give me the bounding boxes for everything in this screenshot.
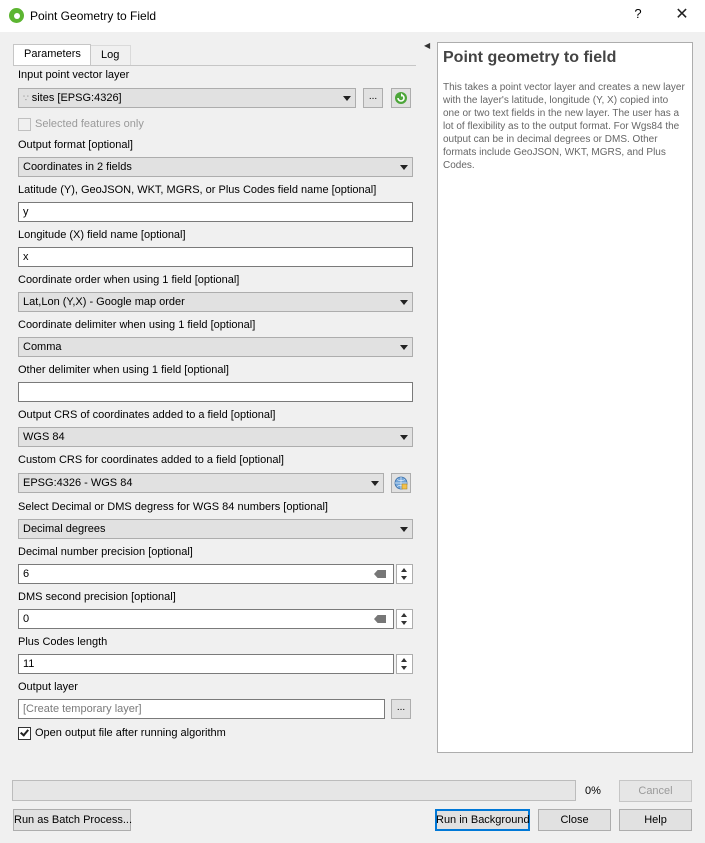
coordinate-order-label: Coordinate order when using 1 field [optional] bbox=[18, 274, 240, 286]
output-format-label: Output format [optional] bbox=[18, 139, 133, 151]
tab-log[interactable]: Log bbox=[91, 45, 131, 66]
input-layer-label: Input point vector layer bbox=[18, 69, 130, 81]
custom-crs-value: EPSG:4326 - WGS 84 bbox=[23, 477, 133, 489]
close-window-button[interactable]: ✕ bbox=[675, 6, 689, 23]
output-crs-select[interactable] bbox=[18, 427, 413, 447]
open-output-label: Open output file after running algorithm bbox=[35, 727, 226, 739]
output-format-value: Coordinates in 2 fields bbox=[23, 161, 132, 173]
plus-codes-length-input[interactable]: 11 bbox=[18, 654, 394, 674]
tab-parameters[interactable]: Parameters bbox=[13, 44, 91, 66]
decimal-precision-input[interactable]: 6 bbox=[18, 564, 394, 584]
input-layer-browse-button[interactable]: ... bbox=[363, 88, 383, 108]
coordinate-delimiter-select[interactable] bbox=[18, 337, 413, 357]
longitude-field-label: Longitude (X) field name [optional] bbox=[18, 229, 186, 241]
other-delimiter-label: Other delimiter when using 1 field [optional] bbox=[18, 364, 229, 376]
latitude-field-input[interactable]: y bbox=[18, 202, 413, 222]
dms-precision-label: DMS second precision [optional] bbox=[18, 591, 176, 603]
decimal-precision-label: Decimal number precision [optional] bbox=[18, 546, 193, 558]
output-layer-placeholder: [Create temporary layer] bbox=[23, 703, 142, 715]
cancel-button[interactable]: Cancel bbox=[619, 780, 692, 802]
decimal-precision-spinner[interactable] bbox=[396, 564, 413, 584]
collapse-left-icon[interactable]: ◀ bbox=[424, 41, 431, 50]
input-layer-value: sites [EPSG:4326] bbox=[31, 92, 122, 104]
output-crs-value: WGS 84 bbox=[23, 431, 65, 443]
run-in-background-button[interactable]: Run in Background bbox=[435, 809, 530, 831]
output-layer-input[interactable] bbox=[18, 699, 385, 719]
latitude-field-label: Latitude (Y), GeoJSON, WKT, MGRS, or Plus Codes field name [optional] bbox=[18, 184, 377, 196]
output-layer-browse-button[interactable]: ... bbox=[391, 699, 411, 719]
spin-down-icon[interactable] bbox=[401, 666, 407, 670]
output-layer-label: Output layer bbox=[18, 681, 78, 693]
output-crs-label: Output CRS of coordinates added to a field [optional] bbox=[18, 409, 276, 421]
output-format-select[interactable] bbox=[18, 157, 413, 177]
batch-process-button[interactable]: Run as Batch Process... bbox=[13, 809, 131, 831]
spin-up-icon[interactable] bbox=[401, 658, 407, 662]
iterate-button[interactable] bbox=[391, 88, 411, 108]
dms-mode-value: Decimal degrees bbox=[23, 523, 106, 535]
help-panel bbox=[437, 42, 693, 753]
dms-precision-input[interactable]: 0 bbox=[18, 609, 394, 629]
select-crs-button[interactable] bbox=[391, 473, 411, 493]
window-title: Point Geometry to Field bbox=[30, 9, 157, 23]
globe-icon bbox=[394, 476, 408, 490]
checkmark-icon bbox=[20, 727, 29, 736]
help-title: Point geometry to field bbox=[443, 49, 617, 66]
progress-percent: 0% bbox=[585, 785, 601, 797]
progress-bar bbox=[12, 780, 576, 801]
custom-crs-label: Custom CRS for coordinates added to a field [optional] bbox=[18, 454, 284, 466]
open-output-checkbox[interactable] bbox=[18, 727, 31, 740]
dms-mode-label: Select Decimal or DMS degress for WGS 84 numbers [optional] bbox=[18, 501, 328, 513]
chevron-down-icon bbox=[400, 435, 408, 440]
chevron-down-icon bbox=[400, 300, 408, 305]
spin-up-icon[interactable] bbox=[401, 568, 407, 572]
spin-down-icon[interactable] bbox=[401, 621, 407, 625]
plus-codes-length-label: Plus Codes length bbox=[18, 636, 108, 648]
spin-down-icon[interactable] bbox=[401, 576, 407, 580]
selected-features-checkbox[interactable] bbox=[18, 118, 31, 131]
point-layer-icon: ∵ bbox=[23, 93, 28, 103]
qgis-logo-icon bbox=[9, 8, 24, 23]
input-layer-select[interactable] bbox=[18, 88, 356, 108]
title-bar bbox=[0, 0, 705, 32]
iterate-icon bbox=[394, 91, 408, 105]
spin-up-icon[interactable] bbox=[401, 613, 407, 617]
chevron-down-icon bbox=[371, 481, 379, 486]
chevron-down-icon bbox=[400, 527, 408, 532]
custom-crs-select[interactable] bbox=[18, 473, 384, 493]
help-body: This takes a point vector layer and creates a new layer with the layer's latitude, longitude (Y, X) copied into one or two text fields in the new layer. The user has a lot of flexibility as to the output format. For Wgs84 the output can be in decimal degrees or DMS. Other formats include GeoJSON, WKT, MGRS, and Plus Codes. bbox=[443, 82, 685, 171]
dms-precision-spinner[interactable] bbox=[396, 609, 413, 629]
chevron-down-icon bbox=[343, 96, 351, 101]
selected-features-label: Selected features only bbox=[35, 118, 144, 130]
help-button[interactable]: Help bbox=[619, 809, 692, 831]
chevron-down-icon bbox=[400, 345, 408, 350]
longitude-field-input[interactable]: x bbox=[18, 247, 413, 267]
chevron-down-icon bbox=[400, 165, 408, 170]
close-button[interactable]: Close bbox=[538, 809, 611, 831]
coordinate-order-value: Lat,Lon (Y,X) - Google map order bbox=[23, 296, 185, 308]
help-title-button[interactable]: ? bbox=[634, 6, 642, 21]
dms-mode-select[interactable] bbox=[18, 519, 413, 539]
coordinate-delimiter-value: Comma bbox=[23, 341, 62, 353]
coordinate-order-select[interactable] bbox=[18, 292, 413, 312]
coordinate-delimiter-label: Coordinate delimiter when using 1 field [optional] bbox=[18, 319, 256, 331]
plus-codes-length-spinner[interactable] bbox=[396, 654, 413, 674]
other-delimiter-input[interactable] bbox=[18, 382, 413, 402]
